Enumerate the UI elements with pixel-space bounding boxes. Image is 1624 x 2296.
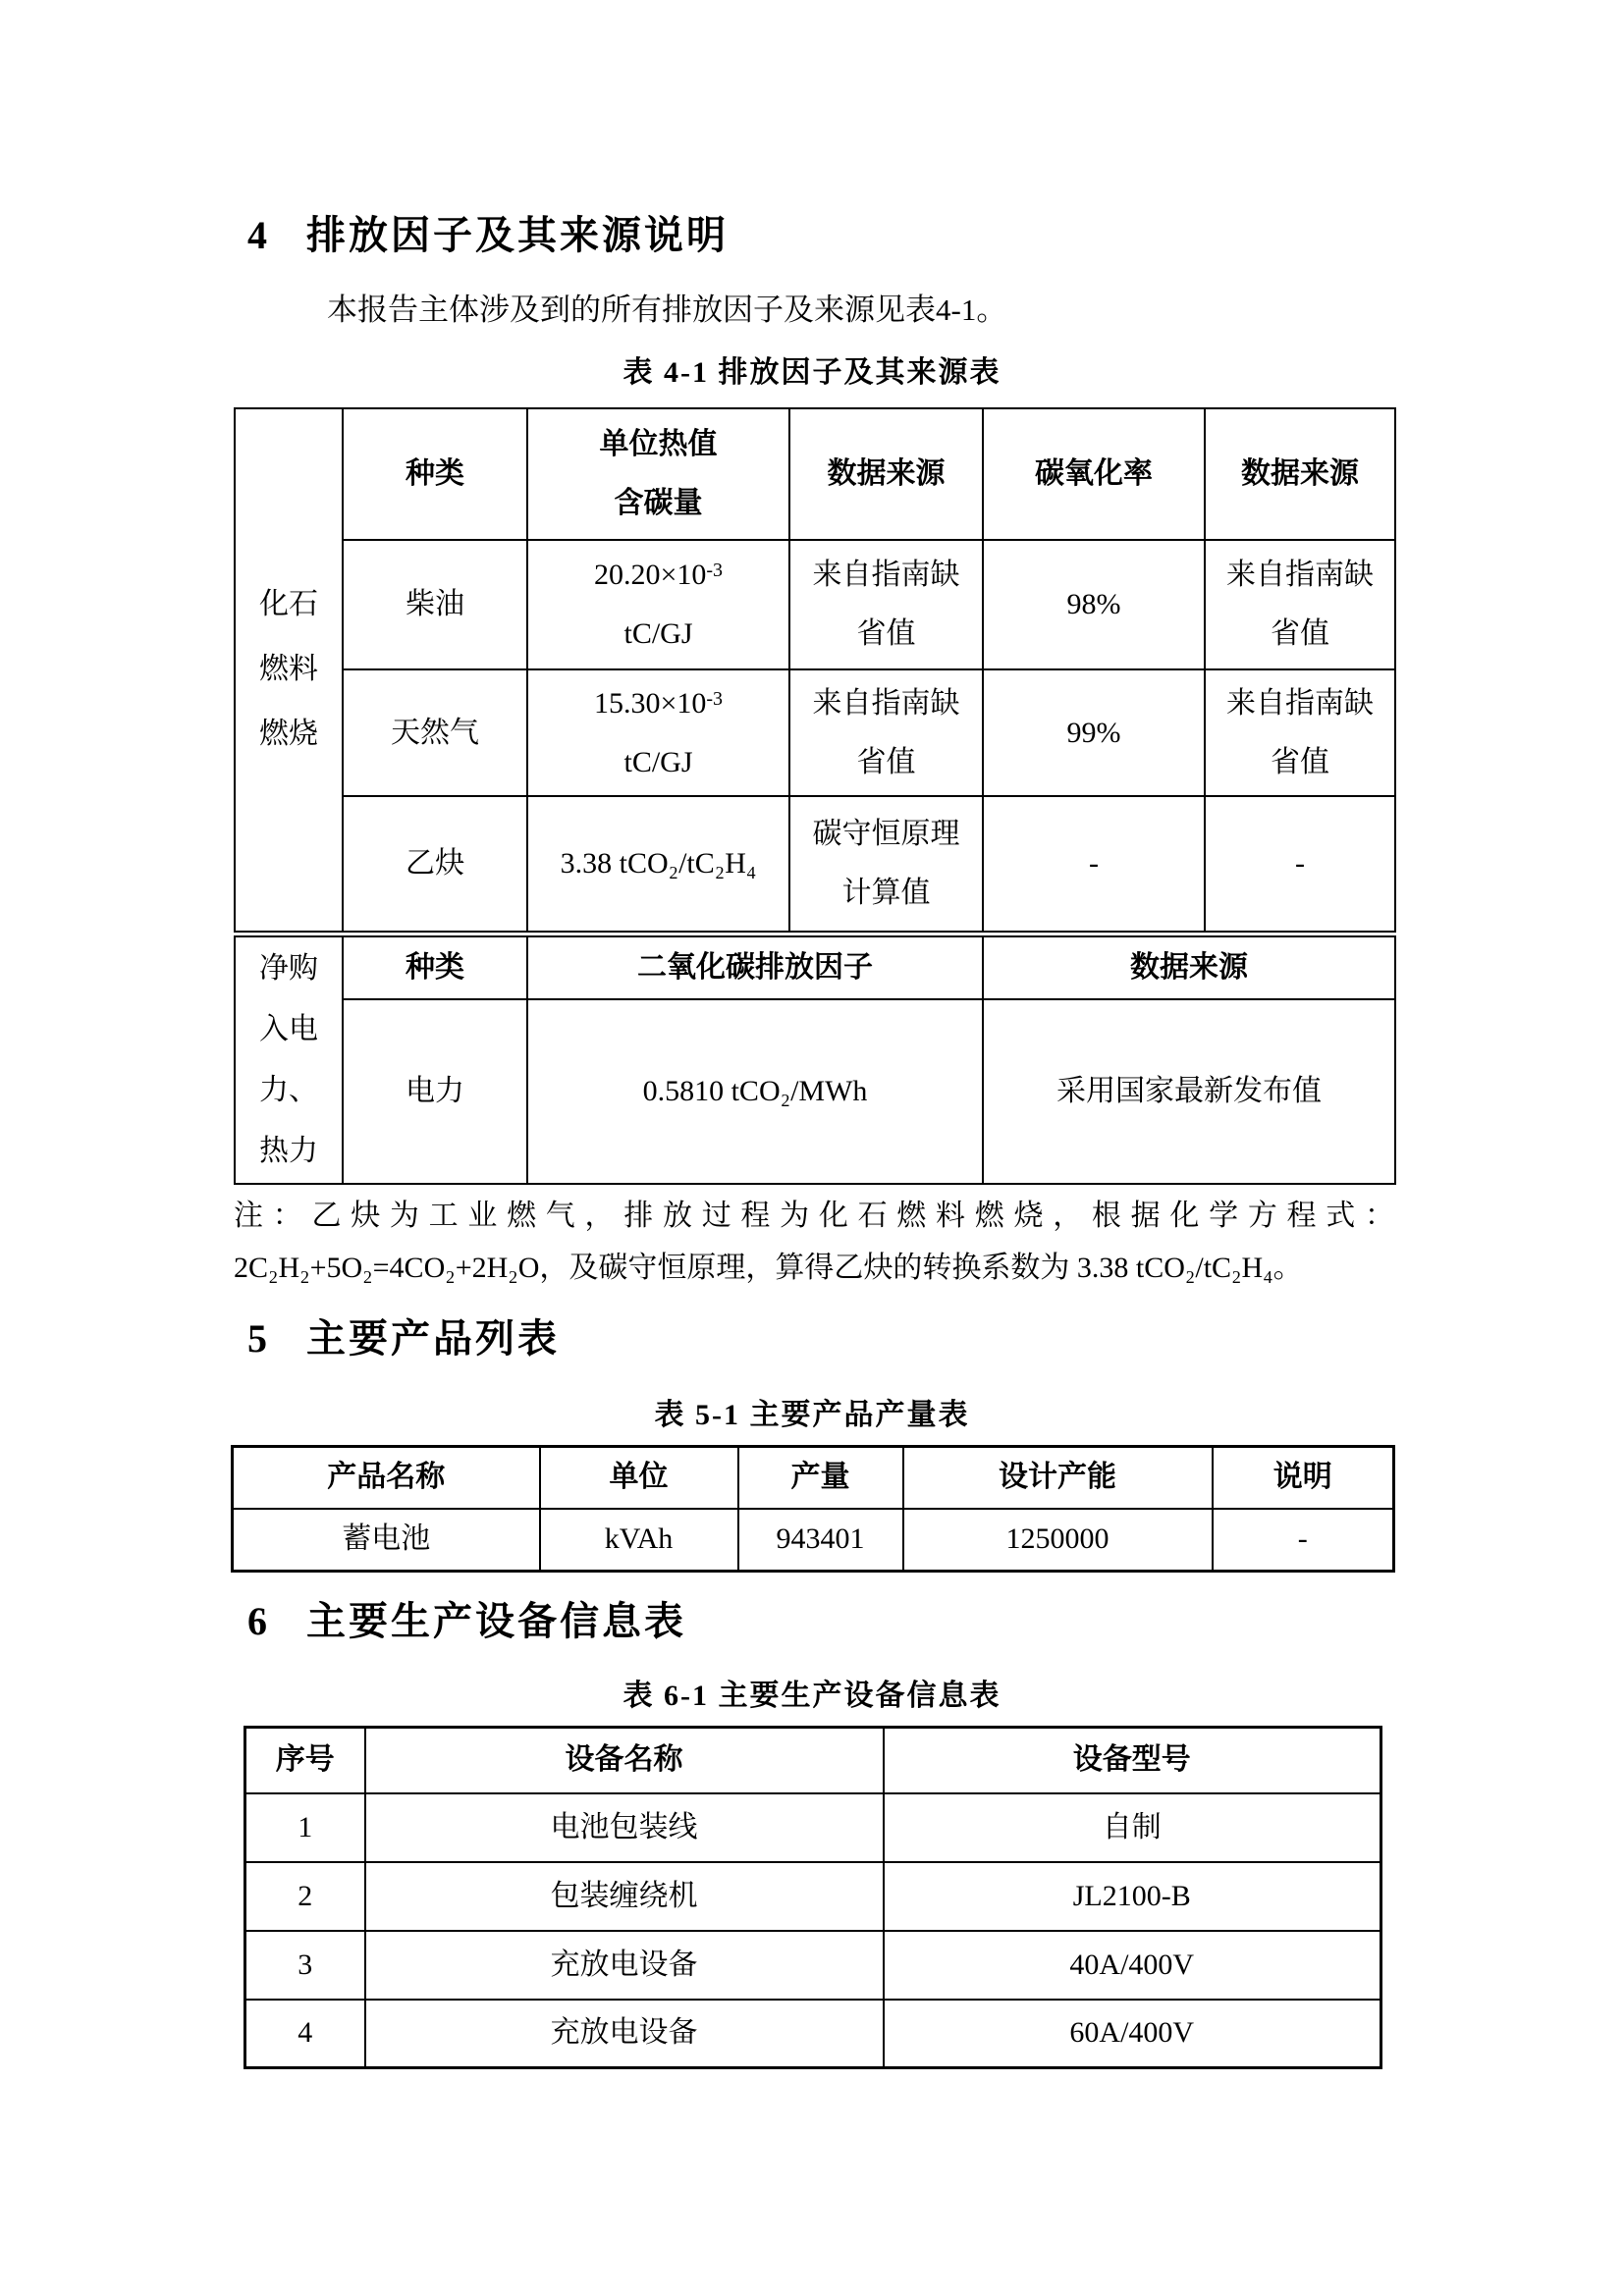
cell-fuel-diesel: 柴油 — [343, 540, 527, 669]
cell-group-purchased-power — [235, 934, 343, 1184]
cell-fuel-acetylene: 乙炔 — [343, 796, 527, 934]
cell-source-electricity: 采用国家最新发布值 — [983, 999, 1395, 1184]
header-unit: 单位 — [540, 1447, 738, 1509]
row-battery — [233, 1509, 1394, 1572]
value-exponent: -3 — [706, 560, 724, 581]
fossil-label-line: 燃料 — [259, 653, 318, 686]
table-4-1 — [234, 407, 1396, 1185]
cell-remark: - — [1213, 1509, 1394, 1572]
cell-heat-value-diesel — [527, 540, 789, 669]
cell-oxidation-acetylene: - — [983, 796, 1205, 934]
section-5-number: 5 — [247, 1316, 267, 1361]
table-6-1 — [244, 1726, 1382, 2069]
header-equipment-name: 设备名称 — [365, 1728, 884, 1793]
cell-equipment-model: 40A/400V — [884, 1931, 1381, 2000]
table-6-1-caption: 表 6-1 主要生产设备信息表 — [623, 1680, 1001, 1712]
value-base: 15.30×10 — [593, 686, 707, 720]
value-line1 — [528, 546, 788, 605]
header-serial-number: 序号 — [245, 1728, 365, 1793]
cell-equipment-model: JL2100-B — [884, 1862, 1381, 1931]
header-oxidation-rate: 碳氧化率 — [983, 408, 1205, 540]
cell-serial: 1 — [245, 1793, 365, 1862]
cell-source2-diesel — [1205, 540, 1395, 669]
value-exponent: -3 — [706, 687, 724, 710]
section-4-title: 排放因子及其来源说明 — [306, 213, 729, 257]
cell-equipment-name: 电池包装线 — [365, 1793, 884, 1862]
cell-equipment-name: 充放电设备 — [365, 2000, 884, 2068]
value-unit: tC/GJ — [623, 745, 693, 778]
cell-oxidation-natural-gas: 99% — [983, 669, 1205, 796]
equipment-row-2 — [245, 1862, 1381, 1931]
header-design-capacity: 设计产能 — [903, 1447, 1213, 1509]
header-product-name: 产品名称 — [233, 1447, 540, 1509]
equipment-row-1 — [245, 1793, 1381, 1862]
cell-serial: 2 — [245, 1862, 365, 1931]
cell-heat-value-natural-gas — [527, 669, 789, 796]
header-remark: 说明 — [1213, 1447, 1394, 1509]
cell-unit: kVAh — [540, 1509, 738, 1572]
row-acetylene — [235, 796, 1395, 934]
row-electricity — [235, 999, 1395, 1184]
source-line2: 计算值 — [841, 876, 931, 909]
fossil-label-line: 燃烧 — [259, 718, 318, 751]
table-5-1 — [231, 1445, 1395, 1573]
value-unit: tC/GJ — [623, 617, 693, 650]
equipment-row-3 — [245, 1931, 1381, 2000]
row-natural-gas — [235, 669, 1395, 796]
source-line2: 省值 — [856, 745, 916, 778]
header-data-source-1: 数据来源 — [789, 408, 983, 540]
source-line1: 来自指南缺 — [812, 686, 960, 720]
section-4-heading — [247, 214, 729, 257]
equipment-row-4 — [245, 2000, 1381, 2068]
cell-factor-electricity: 0.5810 tCO₂/MWh — [527, 999, 983, 1184]
header-equipment-model: 设备型号 — [884, 1728, 1381, 1793]
source-line2: 省值 — [1271, 745, 1329, 778]
header2-data-source: 数据来源 — [983, 934, 1395, 999]
section-6-heading — [247, 1600, 686, 1643]
section-6-title: 主要生产设备信息表 — [306, 1599, 686, 1643]
section-4-number: 4 — [247, 213, 267, 257]
table-5-1-caption: 表 5-1 主要产品产量表 — [654, 1399, 970, 1431]
cell-source-acetylene — [789, 796, 983, 934]
cell-output: 943401 — [738, 1509, 903, 1572]
cell-source-diesel — [789, 540, 983, 669]
fossil-label-line: 化石 — [259, 588, 318, 621]
power-label-line: 力、 — [259, 1073, 318, 1106]
cell-fuel-natural-gas: 天然气 — [343, 669, 527, 796]
row-electricity-header — [235, 934, 1395, 999]
cell-source2-natural-gas — [1205, 669, 1395, 796]
table-5-1-header-row — [233, 1447, 1394, 1509]
table-4-1-caption: 表 4-1 排放因子及其来源表 — [623, 356, 1001, 389]
power-label-line: 净购 — [259, 951, 318, 985]
source-line1: 来自指南缺 — [812, 559, 960, 591]
source-line1: 来自指南缺 — [1226, 559, 1374, 591]
header-data-source-2: 数据来源 — [1205, 408, 1395, 540]
value-line1 — [528, 674, 788, 733]
cell-equipment-model: 自制 — [884, 1793, 1381, 1862]
section-6-number: 6 — [247, 1599, 267, 1643]
cell-equipment-name: 包装缠绕机 — [365, 1862, 884, 1931]
header-carbon-per-heat — [527, 408, 789, 540]
header2-type: 种类 — [343, 934, 527, 999]
cell-serial: 3 — [245, 1931, 365, 2000]
source-line1: 来自指南缺 — [1226, 686, 1374, 720]
section-5-title: 主要产品列表 — [306, 1316, 560, 1361]
source-line1: 碳守恒原理 — [812, 817, 960, 850]
cell-product-name: 蓄电池 — [233, 1509, 540, 1572]
table-4-1-footnote — [234, 1190, 1394, 1294]
row-diesel — [235, 540, 1395, 669]
footnote-line2: 2C₂H₂+5O₂=4CO₂+2H₂O，及碳守恒原理，算得乙炔的转换系数为 3.38 tCO₂/tC₂H₄。 — [234, 1252, 1303, 1284]
cell-serial: 4 — [245, 2000, 365, 2068]
cell-source-natural-gas — [789, 669, 983, 796]
cell-group-fossil-fuel — [235, 408, 343, 934]
header-carbon-line1: 单位热值 — [599, 428, 718, 460]
cell-design-capacity: 1250000 — [903, 1509, 1213, 1572]
cell-source2-acetylene: - — [1205, 796, 1395, 934]
header-fuel-type: 种类 — [343, 408, 527, 540]
source-line2: 省值 — [856, 617, 916, 650]
header-output: 产量 — [738, 1447, 903, 1509]
cell-equipment-model: 60A/400V — [884, 2000, 1381, 2068]
section-5-heading — [247, 1317, 560, 1361]
footnote-line1: 注：乙炔为工业燃气，排放过程为化石燃料燃烧，根据化学方程式： — [234, 1200, 1394, 1232]
cell-type-electricity: 电力 — [343, 999, 527, 1184]
intro-paragraph: 本报告主体涉及到的所有排放因子及来源见表4-1。 — [327, 293, 1007, 327]
cell-oxidation-diesel: 98% — [983, 540, 1205, 669]
power-label-line: 热力 — [259, 1134, 318, 1167]
power-label-line: 入电 — [259, 1012, 318, 1045]
header-carbon-line2: 含碳量 — [614, 487, 703, 519]
source-line2: 省值 — [1271, 617, 1329, 650]
value-base: 20.20×10 — [593, 559, 707, 591]
header2-co2-factor: 二氧化碳排放因子 — [527, 934, 983, 999]
table-6-1-header-row — [245, 1728, 1381, 1793]
cell-factor-acetylene: 3.38 tCO₂/tC₂H₄ — [527, 796, 789, 934]
cell-equipment-name: 充放电设备 — [365, 1931, 884, 2000]
